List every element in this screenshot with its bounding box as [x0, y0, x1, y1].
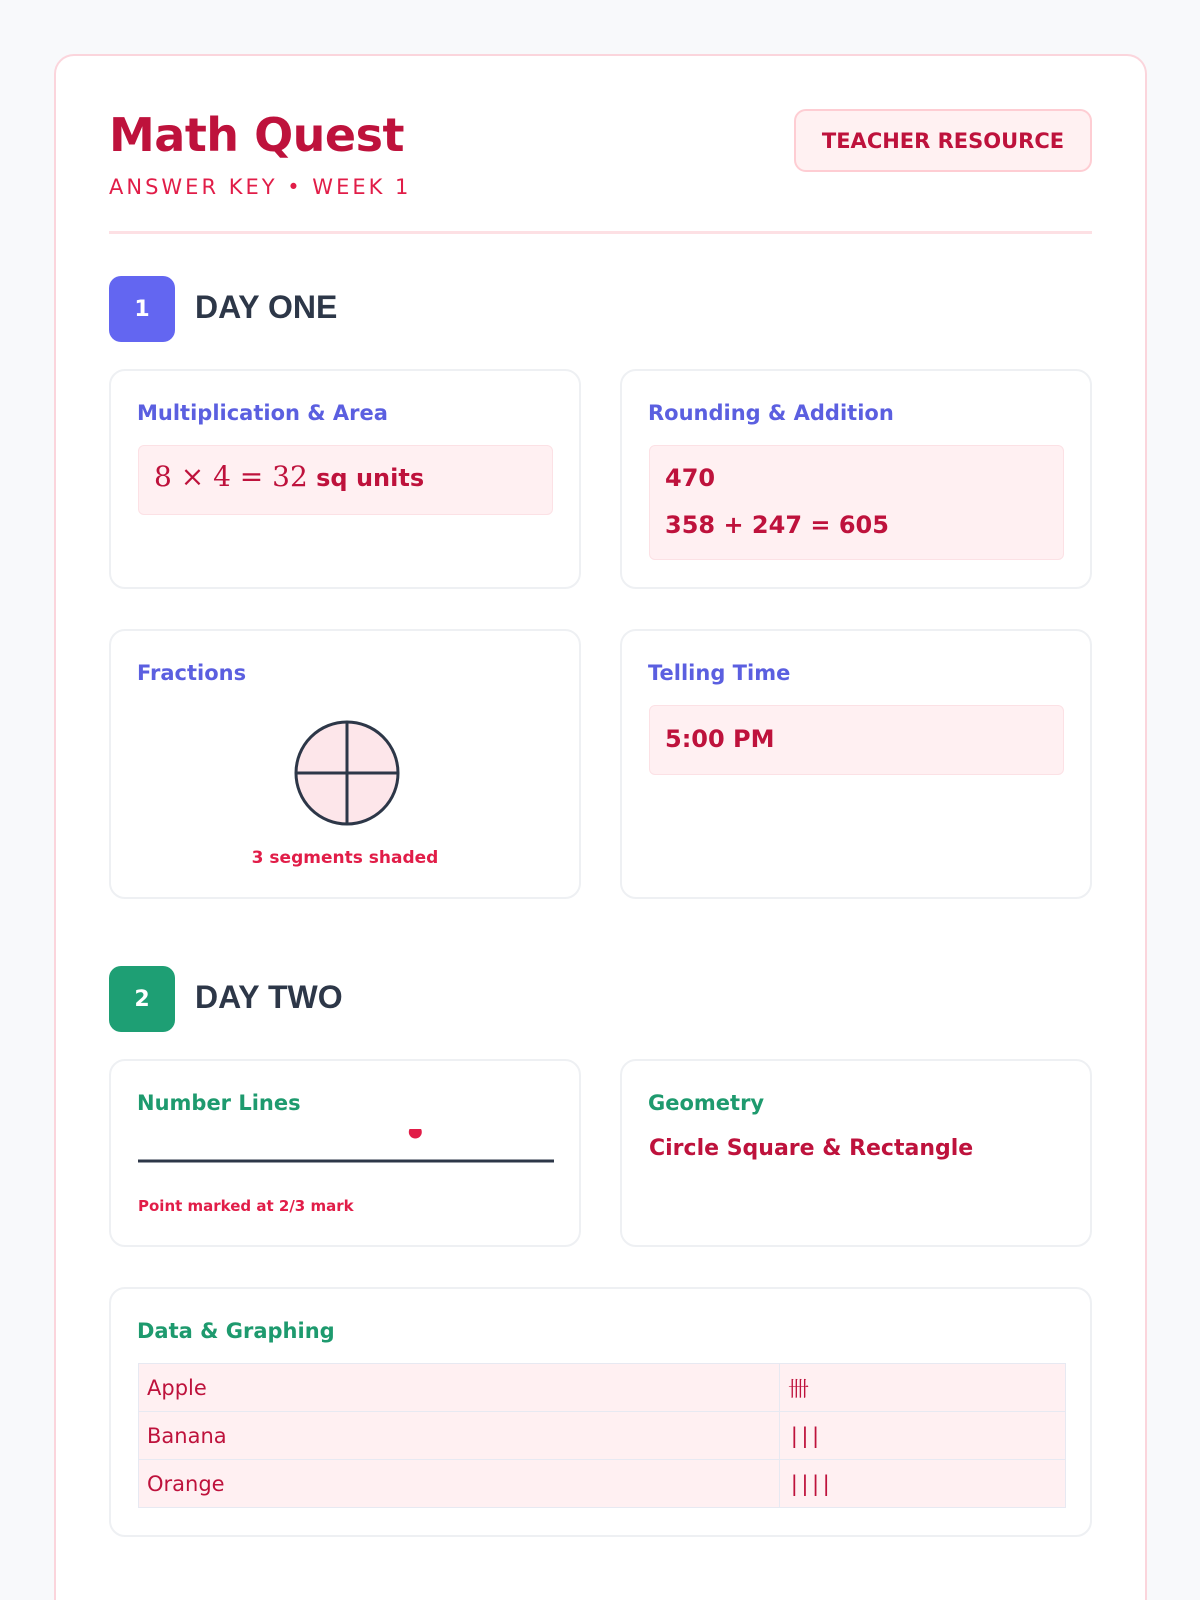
number-lines-card [109, 1059, 581, 1247]
tally-marks: 卌 [780, 1364, 1066, 1412]
day-two-number-badge: 2 [109, 966, 175, 1032]
day-one-heading: DAY ONE [195, 289, 338, 325]
telling-time-answer: 5:00 PM [665, 725, 775, 753]
geometry-card [620, 1059, 1092, 1247]
table-row [139, 1460, 1066, 1508]
table-row [139, 1412, 1066, 1460]
tally-marks: ||| [780, 1412, 1066, 1460]
number-line-diagram [138, 1129, 554, 1169]
number-line-point [409, 1129, 422, 1139]
multiplication-answer-box [138, 445, 553, 515]
rounding-answer-box [649, 445, 1064, 560]
fruit-label: Apple [139, 1364, 780, 1412]
day-one-number-badge: 1 [109, 276, 175, 342]
teacher-resource-badge: TEACHER RESOURCE [794, 109, 1092, 172]
tally-marks: |||| [780, 1460, 1066, 1508]
fractions-caption: 3 segments shaded [251, 848, 439, 868]
fraction-circle-diagram [293, 719, 401, 827]
day-two-heading: DAY TWO [195, 979, 343, 1015]
tally-table [138, 1363, 1066, 1508]
page-title: Math Quest [109, 108, 404, 162]
telling-time-card-title: Telling Time [648, 661, 791, 685]
multiplication-card [109, 369, 581, 589]
header-divider [109, 231, 1092, 234]
multiplication-unit: sq units [316, 464, 425, 492]
telling-time-card [620, 629, 1092, 899]
rounding-answer: 470 [665, 464, 716, 492]
multiplication-equation: 8 × 4 = 32 [154, 460, 308, 493]
multiplication-card-title: Multiplication & Area [137, 401, 388, 425]
fractions-card [109, 629, 581, 899]
data-graphing-card [109, 1287, 1092, 1537]
page-subtitle: ANSWER KEY • WEEK 1 [109, 175, 412, 199]
rounding-card [620, 369, 1092, 589]
fractions-card-title: Fractions [137, 661, 247, 685]
number-line-caption: Point marked at 2/3 mark [138, 1197, 354, 1215]
data-graphing-card-title: Data & Graphing [137, 1319, 335, 1343]
fruit-label: Banana [139, 1412, 780, 1460]
number-lines-card-title: Number Lines [137, 1091, 301, 1115]
geometry-card-title: Geometry [648, 1091, 765, 1115]
addition-answer: 358 + 247 = 605 [665, 511, 889, 539]
rounding-card-title: Rounding & Addition [648, 401, 894, 425]
geometry-answer: Circle Square & Rectangle [649, 1136, 974, 1161]
table-row [139, 1364, 1066, 1412]
telling-time-answer-box [649, 705, 1064, 775]
fruit-label: Orange [139, 1460, 780, 1508]
